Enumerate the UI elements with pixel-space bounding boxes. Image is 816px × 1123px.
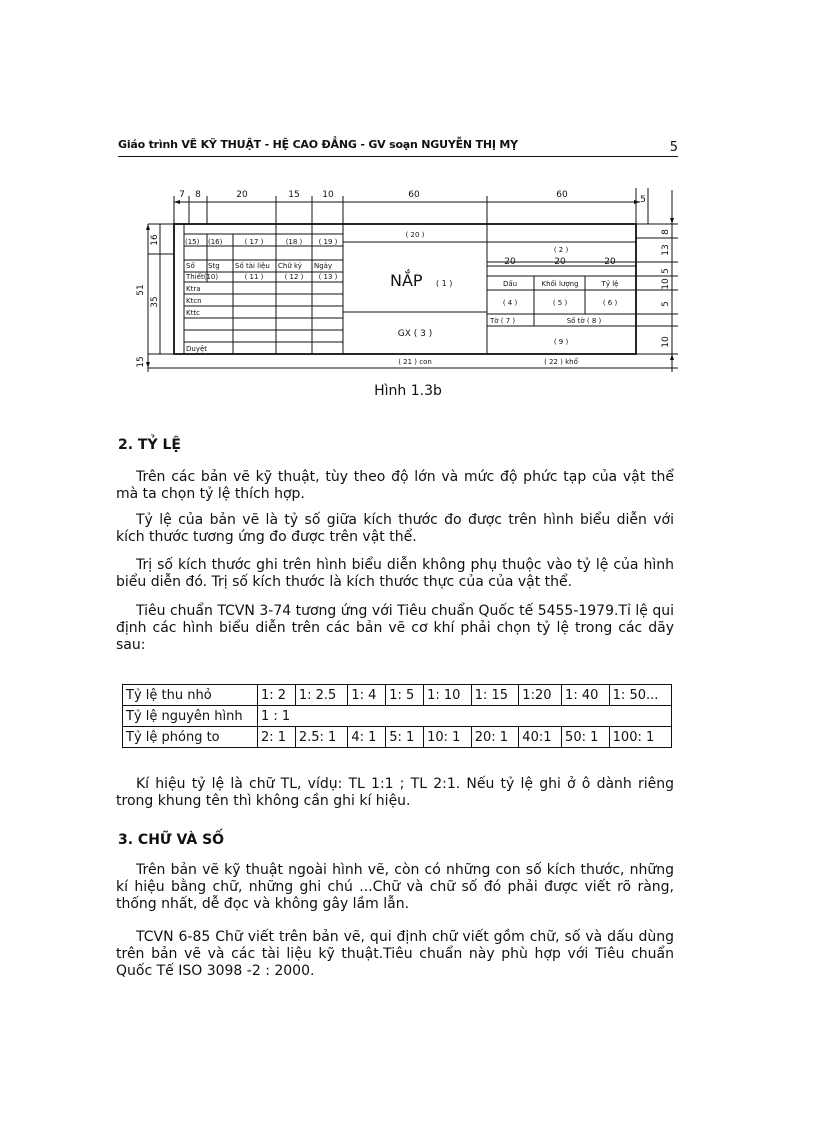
cell-thiet-ke: Thiết(10): [186, 273, 219, 281]
table-row-label: Tỷ lệ phóng to: [123, 727, 258, 748]
cell-so: Số: [186, 262, 195, 270]
cell-22: ( 22 ) khổ: [544, 358, 578, 366]
table-row: [123, 727, 672, 748]
cell-ktcn: Ktcn: [186, 297, 202, 305]
dim-left-15: 15: [136, 356, 146, 368]
dim-sub-20-a: 20: [504, 257, 516, 267]
cell-4: ( 4 ): [502, 299, 518, 307]
running-title: Giáo trình VẼ KỸ THUẬT - HỆ CAO ĐẲNG - GV soạn NGUYỄN THỊ MỴ: [118, 138, 518, 151]
dim-top-10: 10: [322, 190, 334, 200]
cell-17: ( 17 ): [244, 238, 264, 246]
dim-top-20: 20: [236, 190, 248, 200]
cell-18: (18 ): [285, 238, 303, 246]
cell-20: ( 20 ): [405, 231, 425, 239]
dim-right-10a: 10: [661, 278, 671, 290]
section-3-paragraph-2: TCVN 6-85 Chữ viết trên bản vẽ, qui định chữ viết gồm chữ, số và dấu dùng trên bản vẽ và các tài liệu kỹ thuật.Tiêu chuẩn này phù hợp với Tiêu chuẩn Quốc Tế ISO 3098 -2 : 2000.: [116, 929, 674, 979]
cell-duyet: Duyệt: [186, 345, 208, 353]
dim-right-5b: 5: [661, 301, 671, 307]
cell-16: (16): [208, 238, 223, 246]
table-cell: 1 : 1: [258, 706, 672, 727]
table-cell: 2.5: 1: [295, 727, 348, 748]
table-row-label: Tỷ lệ nguyên hình: [123, 706, 258, 727]
cell-nap: NẮP: [390, 271, 423, 290]
table-cell: 2: 1: [258, 727, 296, 748]
table-cell: 1: 4: [348, 685, 386, 706]
table-cell: 1: 10: [424, 685, 472, 706]
cell-2: ( 2 ): [553, 246, 569, 254]
table-cell: 1: 2: [258, 685, 296, 706]
dim-top-60-left: 60: [408, 190, 420, 200]
table-cell: 1: 5: [386, 685, 424, 706]
dim-sub-20-b: 20: [554, 257, 566, 267]
dim-top-7: 7: [179, 190, 185, 200]
table-cell: 50: 1: [562, 727, 610, 748]
cell-chu-ky: Chữ ký: [278, 262, 302, 270]
cell-khoi-luong: Khối lượng: [541, 280, 579, 288]
dim-top-60-right: 60: [556, 190, 568, 200]
figure-caption: Hình 1.3b: [374, 383, 442, 399]
section-2-heading: 2. TỶ LỆ: [118, 437, 181, 453]
cell-ty-le: Tỷ lệ: [601, 280, 619, 288]
cell-15: (15): [185, 238, 200, 246]
cell-so-to: Số tờ ( 8 ): [566, 317, 602, 325]
table-cell: 1: 2.5: [295, 685, 348, 706]
dim-top-15: 15: [288, 190, 300, 200]
dim-top-5: 5: [640, 195, 646, 205]
cell-5: ( 5 ): [552, 299, 568, 307]
dim-top-8: 8: [195, 190, 201, 200]
dim-right-8: 8: [661, 229, 671, 235]
cell-9: ( 9 ): [553, 338, 569, 346]
section-2-paragraph-3: Trị số kích thước ghi trên hình biểu diễn không phụ thuộc vào tỷ lệ của hình biểu diễn đó. Trị số kích thước là kích thước thực của của vật thể.: [116, 557, 674, 590]
section-2-paragraph-1: Trên các bản vẽ kỹ thuật, tùy theo độ lớn và mức độ phức tạp của vật thể mà ta chọn tỷ lệ thích hợp.: [116, 469, 674, 502]
dim-sub-20-c: 20: [604, 257, 616, 267]
table-row: [123, 685, 672, 706]
cell-to: Tờ ( 7 ): [490, 317, 516, 325]
table-cell: 1: 50...: [609, 685, 671, 706]
dim-right-13: 13: [661, 244, 671, 256]
table-cell: 10: 1: [424, 727, 472, 748]
table-cell: 1: 15: [471, 685, 519, 706]
page-number: 5: [669, 140, 678, 155]
cell-dau: Dấu: [502, 280, 518, 288]
table-cell: 1:20: [519, 685, 562, 706]
table-row-label: Tỷ lệ thu nhỏ: [123, 685, 258, 706]
table-cell: 20: 1: [471, 727, 519, 748]
title-block-svg: [118, 182, 684, 374]
page-header: [118, 136, 678, 157]
title-block-drawing: [118, 182, 684, 374]
cell-gx: GX ( 3 ): [397, 329, 433, 339]
cell-19: ( 19 ): [318, 238, 338, 246]
cell-11: ( 11 ): [244, 273, 264, 281]
cell-21: ( 21 ) con: [398, 358, 432, 366]
cell-kttc: Kttc: [186, 309, 200, 317]
cell-nap-num: ( 1 ): [436, 279, 453, 288]
dim-right-5a: 5: [661, 268, 671, 274]
cell-so-tai-lieu: Số tài liệu: [235, 262, 270, 270]
cell-kiem-tra: Ktra: [186, 285, 201, 293]
table-row: [123, 706, 672, 727]
dim-left-16: 16: [150, 234, 160, 246]
section-3-heading: 3. CHỮ VÀ SỐ: [118, 832, 225, 848]
cell-13: ( 13 ): [318, 273, 338, 281]
dim-left-35: 35: [150, 296, 160, 308]
cell-12: ( 12 ): [284, 273, 304, 281]
section-3-paragraph-1: Trên bản vẽ kỹ thuật ngoài hình vẽ, còn có những con số kích thước, những kí hiệu bằng chữ, những ghi chú ...Chữ và chữ số đó phải được viết rõ ràng, thống nhất, dễ đọc và không gây lầm lẫn.: [116, 862, 674, 912]
dim-right-10b: 10: [661, 336, 671, 348]
cell-6: ( 6 ): [602, 299, 618, 307]
table-cell: 100: 1: [609, 727, 671, 748]
section-2-paragraph-2: Tỷ lệ của bản vẽ là tỷ số giữa kích thước đo được trên hình biểu diễn với kích thước tương ứng đo được trên vật thể.: [116, 512, 674, 545]
dim-left-51: 51: [136, 284, 146, 296]
scale-table: [122, 684, 672, 748]
section-2-note: Kí hiệu tỷ lệ là chữ TL, vídụ: TL 1:1 ; TL 2:1. Nếu tỷ lệ ghi ở ô dành riêng trong khung tên thì không cần ghi kí hiệu.: [116, 776, 674, 809]
section-2-paragraph-4: Tiêu chuẩn TCVN 3-74 tương ứng với Tiêu chuẩn Quốc tế 5455-1979.Tỉ lệ qui định các hình biểu diễn trên các bản vẽ cơ khí phải chọn tỷ lệ trong các dãy sau:: [116, 603, 674, 653]
table-cell: 1: 40: [562, 685, 610, 706]
cell-stg: Stg: [208, 262, 220, 270]
table-cell: 40:1: [519, 727, 562, 748]
table-cell: 4: 1: [348, 727, 386, 748]
table-cell: 5: 1: [386, 727, 424, 748]
cell-ngay: Ngày: [314, 262, 333, 270]
